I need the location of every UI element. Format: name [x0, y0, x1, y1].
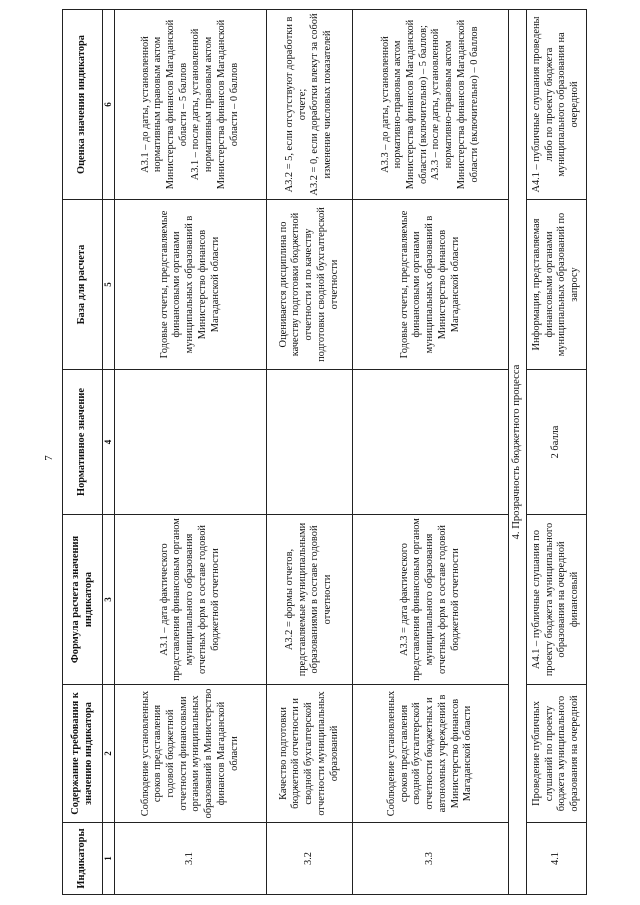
normative-cell — [114, 370, 266, 515]
indicator-id: 3.1 — [114, 823, 266, 895]
evaluation-cell: А3.3 – до даты, установленной нормативно-правовым актом Министерства финансов Магаданской области (включительно) – 5 баллов; А3.3 – после даты, установленной нормативно-правовым актом Министерства финансов Магаданской области (включительно) – 0 баллов — [352, 10, 508, 200]
formula-cell: А3.1 – дата фактического представления финансовым органом муниципального образования отчетных форм в составе годовой бюджетной отчетности — [114, 515, 266, 685]
table-row — [526, 10, 586, 895]
header-row — [63, 10, 103, 895]
indicator-id: 4.1 — [526, 823, 586, 895]
base-cell: Оценивается дисциплина по качеству подготовки бюджетной отчетности и по качеству подготовки сводной бухгалтерской отчетности — [266, 200, 352, 370]
column-number: 5 — [103, 200, 115, 370]
rotated-table-container — [62, 10, 581, 895]
header-normative: Нормативное значение — [63, 370, 103, 515]
column-number: 1 — [103, 823, 115, 895]
indicator-id: 3.2 — [266, 823, 352, 895]
base-cell: Годовые отчеты, представляемые финансовыми органами муниципальных образований в Министерство финансов Магаданской области — [114, 200, 266, 370]
column-number: 4 — [103, 370, 115, 515]
normative-cell: 2 балла — [526, 370, 586, 515]
column-number: 6 — [103, 10, 115, 200]
normative-cell — [352, 370, 508, 515]
section-title: 4. Прозрачность бюджетного процесса — [508, 10, 526, 895]
evaluation-cell: А3.2 = 5, если отсутствуют доработки в отчете; А3.2 = 0, если доработки влекут за собой изменение числовых показателей — [266, 10, 352, 200]
column-number-row — [103, 10, 115, 895]
header-evaluation: Оценка значения индикатора — [63, 10, 103, 200]
section-row — [508, 10, 526, 895]
base-cell: Информация, представляемая финансовыми органами муниципальных образований по запросу — [526, 200, 586, 370]
requirement-cell: Соблюдение установленных сроков представления сводной бухгалтерской отчетности бюджетных и автономных учреждений в Министерство финансов Магаданской области — [352, 685, 508, 823]
formula-cell: А4.1 – публичные слушания по проекту бюджета муниципального образования на очередной финансовый — [526, 515, 586, 685]
base-cell: Годовые отчеты, представляемые финансовыми органами муниципальных образований в Министерство финансов Магаданской области — [352, 200, 508, 370]
normative-cell — [266, 370, 352, 515]
page-number: 7 — [42, 455, 55, 461]
header-requirement: Содержание требования к значению индикатора — [63, 685, 103, 823]
evaluation-cell: А3.1 – до даты, установленной нормативным правовым актом Министерства финансов Магаданской области – 5 баллов А3.1 – после даты, установленной нормативным правовым актом Министерства финансов Магаданской области – 0 баллов — [114, 10, 266, 200]
column-number: 3 — [103, 515, 115, 685]
formula-cell: А3.2 = формы отчетов, представляемые муниципальными образованиями в составе годовой отчетности — [266, 515, 352, 685]
document-page — [62, 10, 581, 895]
column-number: 2 — [103, 685, 115, 823]
indicator-id: 3.3 — [352, 823, 508, 895]
header-indicators: Индикаторы — [63, 823, 103, 895]
requirement-cell: Проведение публичных слушаний по проекту бюджета муниципального образования на очередной — [526, 685, 586, 823]
requirement-cell: Качество подготовки бюджетной отчетности и сводной бухгалтерской отчетности муниципальных образований — [266, 685, 352, 823]
evaluation-cell: А4.1 – публичные слушания проведены либо по проекту бюджета муниципального образования на очередной — [526, 10, 586, 200]
table-row — [114, 10, 266, 895]
header-base: База для расчета — [63, 200, 103, 370]
requirement-cell: Соблюдение установленных сроков представления годовой бюджетной отчетности финансовыми органами муниципальных образований в Министерство финансов Магаданской области — [114, 685, 266, 823]
indicator-table — [62, 9, 587, 895]
table-row — [266, 10, 352, 895]
header-formula: Формула расчета значения индикатора — [63, 515, 103, 685]
table-row — [352, 10, 508, 895]
formula-cell: А3.3 = дата фактического представления финансовым органом муниципального образования отчетных форм в составе годовой бюджетной отчетности — [352, 515, 508, 685]
